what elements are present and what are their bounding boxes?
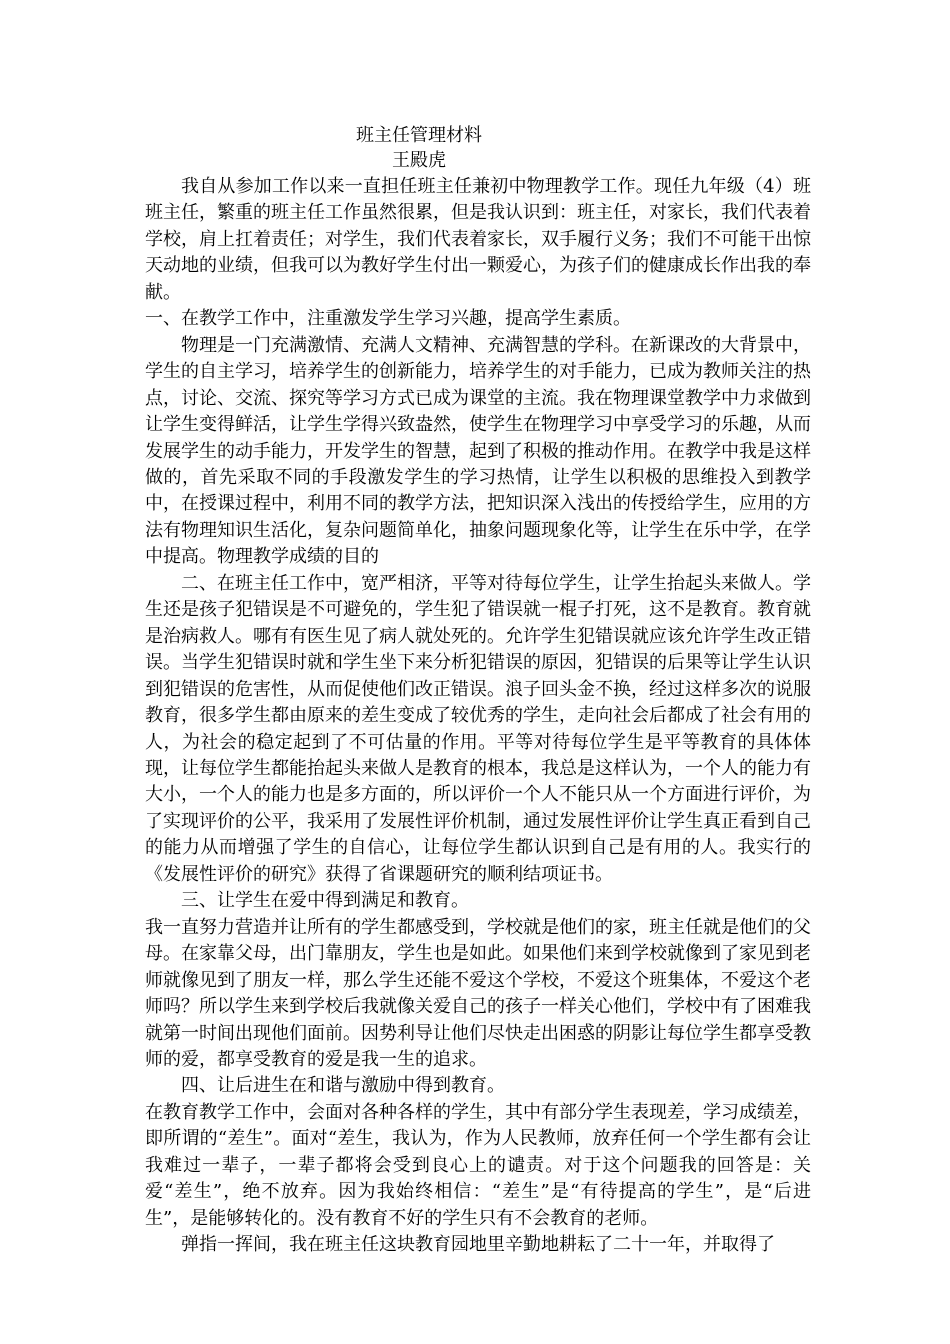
section-heading-4: 四、让后进生在和谐与激励中得到教育。 [181, 1075, 505, 1097]
document-body [145, 174, 811, 1259]
paragraph-closing: 弹指一挥间，我在班主任这块教育园地里辛勤地耕耘了二十一年，并取得了 [181, 1234, 775, 1256]
section-heading-1: 一、在教学工作中，注重激发学生学习兴趣，提高学生素质。 [145, 308, 631, 330]
paragraph-section-2: 二、在班主任工作中，宽严相济，平等对待每位学生，让学生抬起头来做人。学生还是孩子犯错误是不可避免的，学生犯了错误就一棍子打死，这不是教育。教育就是治病救人。哪有有医生见了病人就处死的。允许学生犯错误就应该允许学生改正错误。当学生犯错误时就和学生坐下来分析犯错误的原因，犯错误的后果等让学生认识到犯错误的危害性，从而促使他们改正错误。浪子回头金不换，经过这样多次的说服教育，很多学生都由原来的差生变成了较优秀的学生，走向社会后都成了社会有用的人，为社会的稳定起到了不可估量的作用。平等对待每位学生是平等教育的具体体现，让每位学生都能抬起头来做人是教育的根本，我总是这样认为，一个人的能力有大小，一个人的能力也是多方面的，所以评价一个人不能只从一个方面进行评价，为了实现评价的公平，我采用了发展性评价机制，通过发展性评价让学生真正看到自己的能力从而增强了学生的自信心，让每位学生都认识到自己是有用的人。我实行的《发展性评价的研究》获得了省课题研究的顺利结项证书。 [145, 572, 811, 885]
paragraph-underachievers: 在教育教学工作中，会面对各种各样的学生，其中有部分学生表现差，学习成绩差，即所谓的“差生”。面对“差生，我认为，作为人民教师，放弃任何一个学生都有会让我难过一辈子，一辈子都将会受到良心上的谴责。对于这个问题我的回答是：关爱“差生”，绝不放弃。因为我始终相信：“差生”是“有待提高的学生”，是“后进生”，是能够转化的。没有教育不好的学生只有不会教育的老师。 [145, 1101, 811, 1229]
section-heading-3: 三、让学生在爱中得到满足和教育。 [181, 890, 469, 912]
paragraph-physics: 物理是一门充满激情、充满人文精神、充满智慧的学科。在新课改的大背景中，学生的自主学习，培养学生的创新能力，培养学生的对手能力，已成为教师关注的热点，讨论、交流、探究等学习方式已成为课堂的主流。我在物理课堂教学中力求做到让学生变得鲜活，让学生学得兴致盎然，使学生在物理学习中享受学习的乐趣，从而发展学生的动手能力，开发学生的智慧，起到了积极的推动作用。在教学中我是这样做的，首先采取不同的手段激发学生的学习热情，让学生以积极的思维投入到教学中，在授课过程中，利用不同的教学方法，把知识深入浅出的传授给学生，应用的方法有物理知识生活化，复杂问题简单化，抽象问题现象化等，让学生在乐中学，在学中提高。物理教学成绩的目的 [145, 334, 811, 568]
document-author: 王殿虎 [392, 150, 446, 171]
document-title: 班主任管理材料 [356, 125, 482, 146]
paragraph-love: 我一直努力营造并让所有的学生都感受到，学校就是他们的家，班主任就是他们的父母。在家靠父母，出门靠朋友，学生也是如此。如果他们来到学校就像到了家见到老师就像见到了朋友一样，那么学生还能不爱这个学校，不爱这个班集体，不爱这个老师吗？所以学生来到学校后我就像关爱自己的孩子一样关心他们，学校中有了困难我就第一时间出现他们面前。因势利导让他们尽快走出困惑的阴影让每位学生都享受教师的爱，都享受教育的爱是我一生的追求。 [145, 916, 811, 1070]
paragraph-intro: 我自从参加工作以来一直担任班主任兼初中物理教学工作。现任九年级（4）班班主任，繁重的班主任工作虽然很累，但是我认识到：班主任，对家长，我们代表着学校，肩上扛着责任；对学生，我们代表着家长，双手履行义务；我们不可能干出惊天动地的业绩，但我可以为教好学生付出一颗爱心，为孩子们的健康成长作出我的奉献。 [145, 176, 811, 303]
